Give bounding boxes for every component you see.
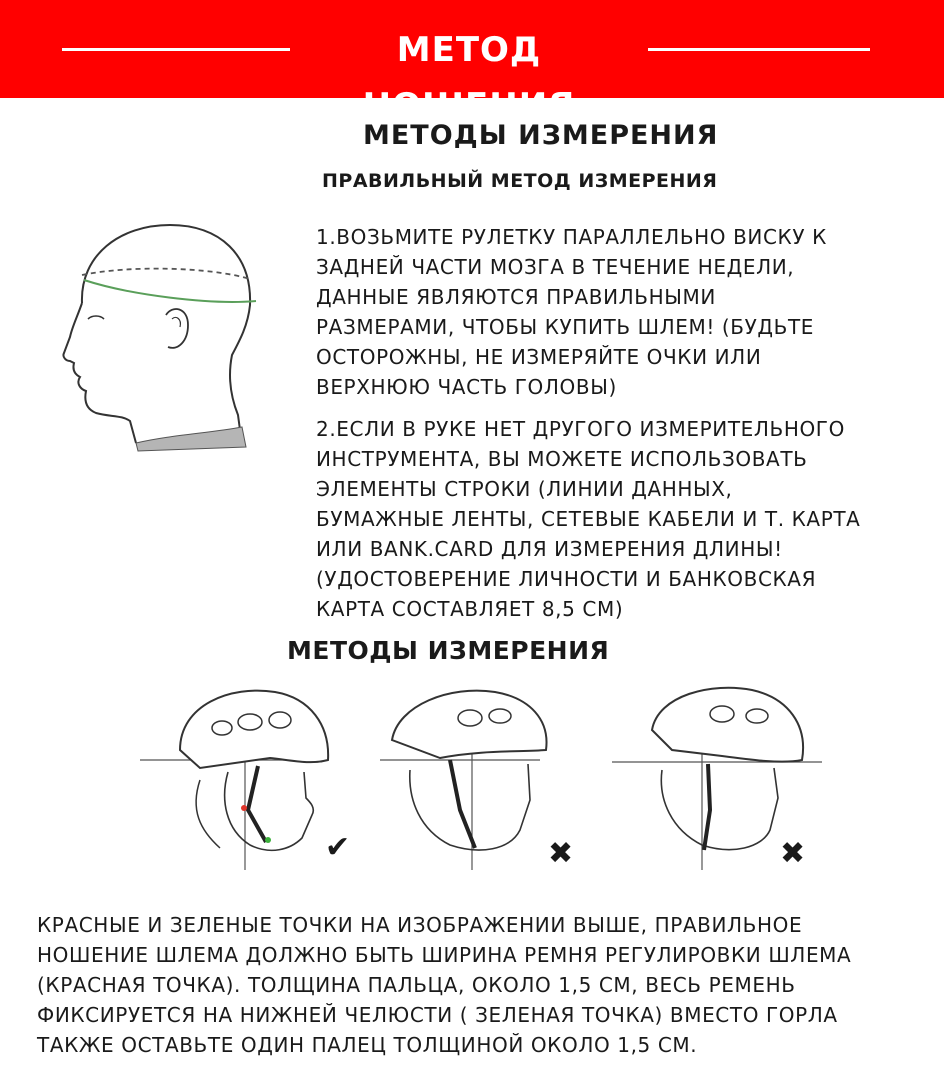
banner-divider-left bbox=[62, 48, 290, 51]
helmet-example-wrong-1 bbox=[380, 680, 620, 880]
green-dot bbox=[265, 837, 271, 843]
banner-title: МЕТОД НОШЕНИЯ bbox=[362, 30, 576, 126]
strap-instructions-text: КРАСНЫЕ И ЗЕЛЕНЫЕ ТОЧКИ НА ИЗОБРАЖЕНИИ ВЫШЕ, ПРАВИЛЬНОЕ НОШЕНИЕ ШЛЕМА ДОЛЖНО БЫТЬ ШИРИНА РЕМНЯ РЕГУЛИРОВКИ ШЛЕМА (КРАСНАЯ ТОЧКА). ТОЛЩИНА ПАЛЬЦА, ОКОЛО 1,5 СМ, ВЕСЬ РЕМЕНЬ ФИКСИРУЕТСЯ НА НИЖНЕЙ ЧЕЛЮСТИ ( ЗЕЛЕНАЯ ТОЧКА) ВМЕСТО ГОРЛА ТАКЖЕ ОСТАВЬТЕ ОДИН ПАЛЕЦ ТОЛЩИНОЙ ОКОЛО 1,5 СМ. bbox=[37, 913, 852, 1057]
step-1-text: 1.ВОЗЬМИТЕ РУЛЕТКУ ПАРАЛЛЕЛЬНО ВИСКУ К ЗАДНЕЙ ЧАСТИ МОЗГА В ТЕЧЕНИЕ НЕДЕЛИ, ДАННЫЕ ЯВЛЯЮТСЯ ПРАВИЛЬНЫМИ РАЗМЕРАМИ, ЧТОБЫ КУПИТЬ ШЛЕМ! (БУДЬТЕ ОСТОРОЖНЫ, НЕ ИЗМЕРЯЙТЕ ОЧКИ ИЛИ ВЕРХНЮЮ ЧАСТЬ ГОЛОВЫ) bbox=[316, 225, 827, 399]
checkmark-icon: ✔ bbox=[325, 830, 351, 865]
red-dot bbox=[241, 805, 247, 811]
cross-icon: ✖ bbox=[548, 836, 574, 871]
helmet-example-wrong-2 bbox=[612, 680, 852, 880]
measurement-heading: МЕТОДЫ ИЗМЕРЕНИЯ bbox=[363, 120, 719, 151]
head-measurement-illustration bbox=[60, 215, 270, 455]
wearing-examples-heading: МЕТОДЫ ИЗМЕРЕНИЯ bbox=[287, 636, 610, 665]
banner-divider-right bbox=[648, 48, 870, 51]
cross-icon: ✖ bbox=[780, 836, 806, 871]
step-2-text: 2.ЕСЛИ В РУКЕ НЕТ ДРУГОГО ИЗМЕРИТЕЛЬНОГО ИНСТРУМЕНТА, ВЫ МОЖЕТЕ ИСПОЛЬЗОВАТЬ ЭЛЕМЕНТЫ СТРОКИ (ЛИНИИ ДАННЫХ, БУМАЖНЫЕ ЛЕНТЫ, СЕТЕВЫЕ КАБЕЛИ И Т. КАРТА ИЛИ BANK.CARD ДЛЯ ИЗМЕРЕНИЯ ДЛИНЫ! (УДОСТОВЕРЕНИЕ ЛИЧНОСТИ И БАНКОВСКАЯ КАРТА СОСТАВЛЯЕТ 8,5 СМ) bbox=[316, 417, 861, 621]
title-banner bbox=[0, 0, 944, 126]
correct-method-subheading: ПРАВИЛЬНЫЙ МЕТОД ИЗМЕРЕНИЯ bbox=[322, 170, 718, 192]
